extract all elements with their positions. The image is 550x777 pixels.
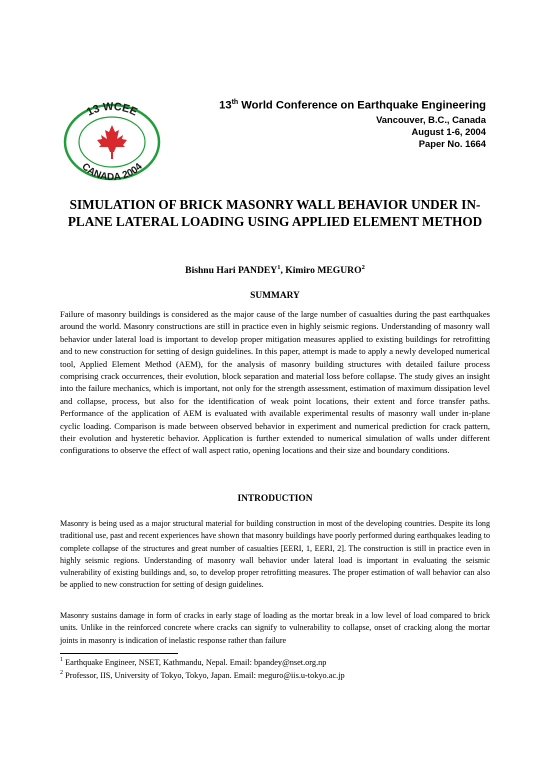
logo-text-bottom: CANADA 2004: [79, 161, 145, 182]
conference-name: [219, 99, 486, 112]
footnote-1-mark: 1: [60, 657, 63, 663]
introduction-heading: INTRODUCTION: [237, 494, 313, 504]
author-1-mark: 1: [277, 264, 281, 271]
paper-title-line2: PLANE LATERAL LOADING USING APPLIED ELEMENT METHOD: [67, 214, 483, 229]
summary-heading: SUMMARY: [250, 291, 300, 301]
footnote-1-text: Earthquake Engineer, NSET, Kathmandu, Nepal. Email: bpandey@nset.org.np: [63, 657, 327, 667]
author-2-mark: 2: [361, 264, 365, 271]
introduction-paragraph-1: Masonry is being used as a major structural material for building construction in most of the developing countries. Despite its long traditional use, past and recent experiences have shown that masonry buildings have poorly performed during earthquakes leading to complete collapse of the structures and great number of casualties [EERI, 1, EERI, 2]. The construction is still in practice even in highly seismic regions. Understanding of masonry wall behavior under lateral load is important in evaluating the seismic vulnerability of existing buildings and, so, to develop proper retrofitting measures. The proper estimation of wall behavior can also be applied to new construction for setting of design guidelines.: [60, 519, 490, 590]
logo-text-top: 13 WCEE: [84, 100, 140, 119]
author-separator: ,: [280, 265, 286, 277]
introduction-paragraph-2: Masonry sustains damage in form of cracks in early stage of loading as the mortar break in a low level of load compared to brick units. Unlike in the reinforced concrete where cracks can signify to vulnerability to collapse, onset of cracking along the mortar joints in masonry is indication of inelastic response rather than failure: [60, 611, 490, 645]
conference-location: Vancouver, B.C., Canada: [376, 114, 486, 125]
summary-text: Failure of masonry buildings is considered as the major cause of the large number of casualties during the past earthquakes around the world. Masonry constructions are still in practice even in highly seismic regions. Understanding of masonry wall behavior under lateral load is important to develop proper mitigation measures applied to existing buildings for retrofitting and to new construction for setting of design guidelines. In this paper, attempt is made to apply a newly developed numerical tool, Applied Element Method (AEM), for the analysis of masonry building structures with detailed failure process comprising crack occurrences, their evolution, block separation and material loss before collapse. The study gives an insight into the failure mechanics, which is important, not only for the strength assessment, estimation of maximum dissipation level and collapse, process, but also for the identification of weak point locations, their extent and force transfer paths. Performance of the application of AEM is evaluated with available experimental results of masonry wall under in-plane cyclic loading. Comparison is made between observed behavior in experiment and numerical prediction for crack pattern, their evolution and hysteretic behavior. Application is further extended to numerical simulation of walls under different configurations to observe the effect of wall aspect ratio, opening locations and their size and boundary conditions.: [60, 309, 490, 456]
conference-ordinal: 13: [219, 99, 232, 112]
paper-title-line1: SIMULATION OF BRICK MASONRY WALL BEHAVIOR UNDER IN-: [69, 197, 481, 212]
footnote-2-mark: 2: [60, 670, 63, 676]
paper-number: Paper No. 1664: [418, 138, 486, 149]
author-line: [55, 264, 495, 276]
conference-ordinal-suffix: th: [231, 99, 239, 106]
paper-title: [55, 196, 495, 230]
author-1: Bishnu Hari PANDEY: [185, 265, 278, 277]
maple-leaf-icon: [97, 125, 127, 159]
wcee-logo: [59, 98, 165, 182]
conference-dates: August 1-6, 2004: [411, 126, 486, 137]
footnote-2: [60, 670, 345, 680]
footnote-divider: [60, 653, 178, 654]
author-2: Kimiro MEGURO: [285, 265, 362, 277]
conference-title: World Conference on Earthquake Engineering: [241, 99, 486, 112]
footnote-2-text: Professor, IIS, University of Tokyo, Tokyo, Japan. Email: meguro@iis.u-tokyo.ac.jp: [63, 670, 345, 680]
footnote-1: [60, 657, 326, 667]
